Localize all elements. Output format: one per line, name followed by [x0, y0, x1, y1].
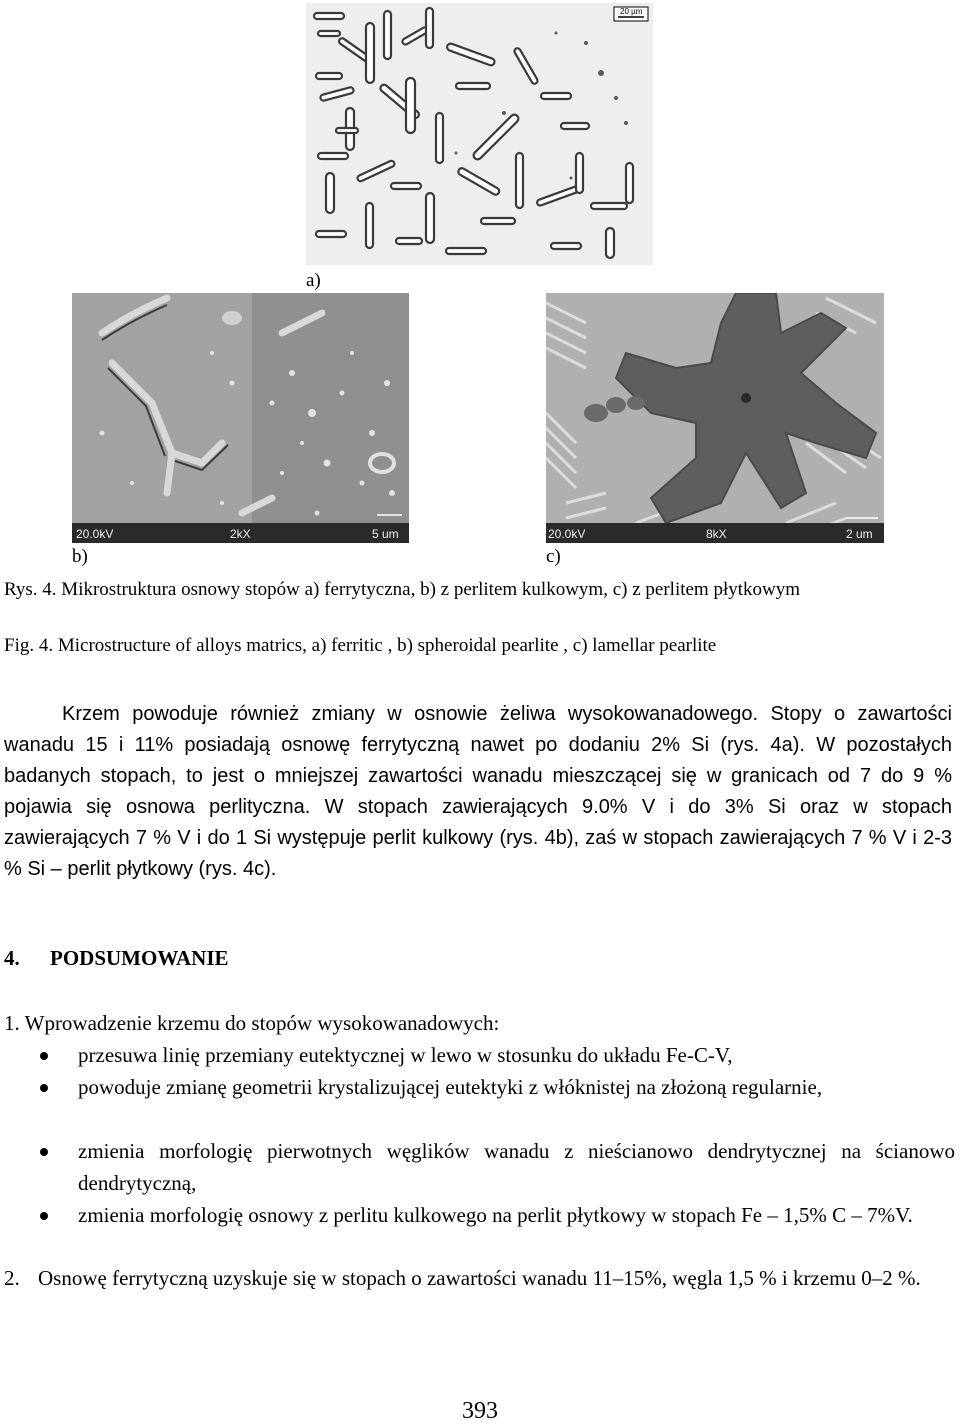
- micrograph-c: [546, 293, 884, 543]
- bullet-dot: [40, 1052, 48, 1060]
- micrograph-c-image: [546, 293, 884, 543]
- micrograph-a-image: [306, 3, 653, 265]
- bullet-text: przesuwa linię przemiany eutektycznej w lewo w stosunku do układu Fe-C-V,: [78, 1043, 733, 1067]
- micrograph-a: [306, 3, 653, 265]
- magnification-label-b: 2kX: [230, 527, 251, 541]
- bullet-dot: [40, 1084, 48, 1092]
- conclusion-item-1: 1. Wprowadzenie krzemu do stopów wysokowanadowych:: [4, 1011, 500, 1035]
- body-paragraph: [4, 699, 952, 885]
- magnification-label-c: 8kX: [706, 527, 727, 541]
- figure-label-b: b): [72, 546, 88, 567]
- bullet-item: [0, 1135, 955, 1199]
- conclusion-item-2: [4, 1262, 955, 1326]
- figure-label-a: a): [306, 270, 321, 291]
- scale-label-b: 5 um: [372, 527, 399, 541]
- section-number: 4.: [4, 946, 20, 970]
- conclusion-item-2-text: Osnowę ferrytyczną uzyskuje się w stopach o zawartości wanadu 11–15%, węgla 1,5 % i krzemu 0–2 %.: [38, 1266, 921, 1290]
- bullet-dot: [40, 1148, 48, 1156]
- bullet-text: powoduje zmianę geometrii krystalizującej eutektyki z włóknistej na złożoną regularnie,: [78, 1075, 823, 1099]
- voltage-label-c: 20.0kV: [548, 527, 586, 541]
- scale-label-a: 20 µm: [620, 7, 643, 16]
- figure-label-c: c): [546, 546, 561, 567]
- bullet-text: zmienia morfologię pierwotnych węglików wanadu z nieścianowo dendrytycznej na ścianowo dendrytyczną,: [78, 1139, 955, 1195]
- micrograph-b-image: [72, 293, 409, 543]
- section-title: PODSUMOWANIE: [50, 946, 229, 970]
- bullet-text: zmienia morfologię osnowy z perlitu kulkowego na perlit płytkowy w stopach Fe – 1,5% C – 7%V.: [78, 1203, 913, 1227]
- bullet-item: [0, 1071, 955, 1135]
- body-paragraph-text: Krzem powoduje również zmiany w osnowie żeliwa wysokowanadowego. Stopy o zawartości wanadu 15 i 11% posiadają osnowę ferrytyczną nawet po dodaniu 2% Si (rys. 4a). W pozostałych badanych stopach, to jest o mniejszej zawartości wanadu mieszczącej się w granicach od 7 do 9 % pojawia się osnowa perlityczna. W stopach zawierających 9.0% V i do 3% Si oraz w stopach zawierających 7 % V i do 1 Si występuje perlit kulkowy (rys. 4b), zaś w stopach zawierających 7 % V i 2-3 % Si – perlit płytkowy (rys. 4c).: [4, 703, 952, 880]
- section-heading: [4, 946, 229, 971]
- micrograph-b: [72, 293, 409, 543]
- bullet-dot: [40, 1212, 48, 1220]
- bullet-item: [0, 1039, 955, 1071]
- scale-label-c: 2 um: [846, 527, 873, 541]
- figure-caption-english: Fig. 4. Microstructure of alloys matrics, a) ferritic , b) spheroidal pearlite , c) lamellar pearlite: [4, 635, 717, 656]
- conclusion-item-2-number: 2.: [4, 1266, 20, 1290]
- figure-caption-polish: Rys. 4. Mikrostruktura osnowy stopów a) ferrytyczna, b) z perlitem kulkowym, c) z perlitem płytkowym: [4, 579, 801, 600]
- bullet-item: [0, 1199, 955, 1263]
- voltage-label-b: 20.0kV: [76, 527, 114, 541]
- page-number: 393: [462, 1398, 498, 1424]
